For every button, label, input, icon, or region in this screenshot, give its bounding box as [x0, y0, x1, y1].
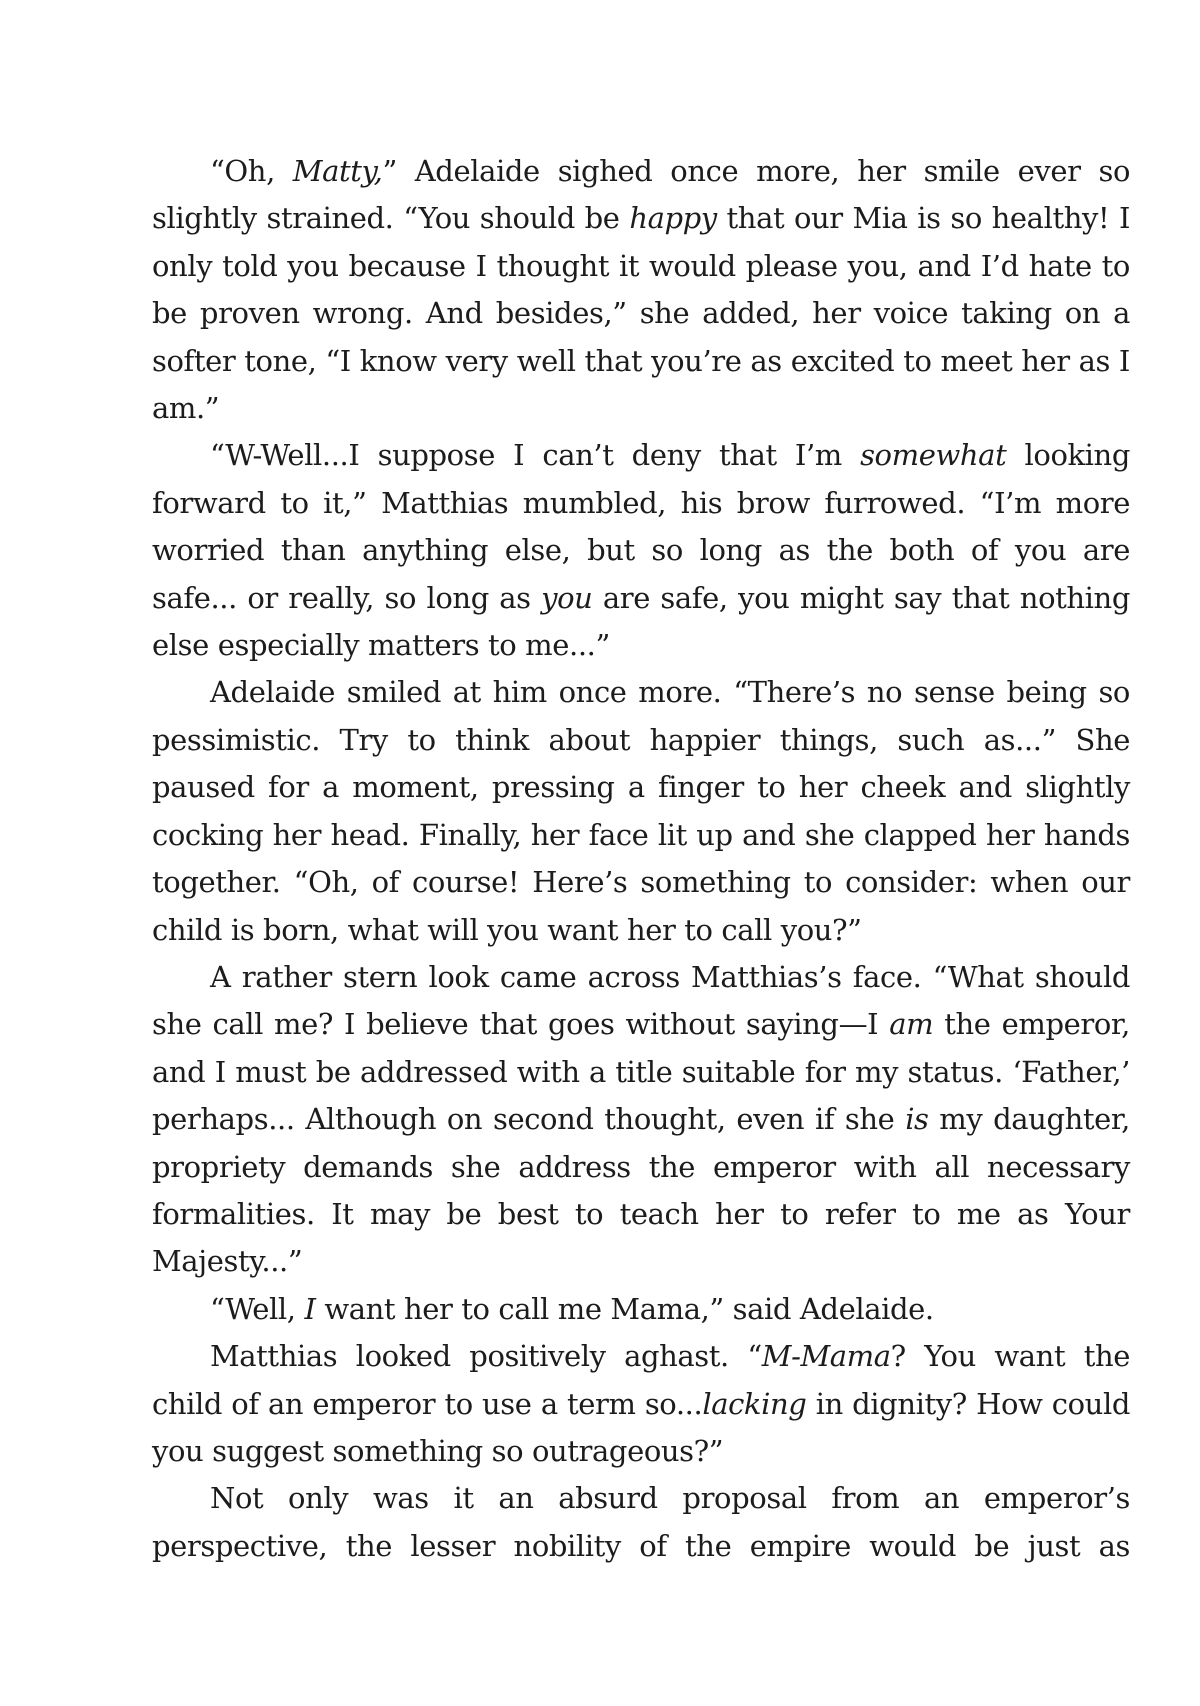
paragraph	[152, 1333, 1130, 1475]
paragraph	[152, 954, 1130, 1286]
paragraph	[152, 1286, 1130, 1333]
italic-text: is	[905, 1102, 929, 1137]
paragraph	[152, 669, 1130, 953]
italic-text: am	[889, 1007, 934, 1042]
text-run: “Oh,	[210, 154, 293, 188]
italic-text: M-Mama	[761, 1339, 891, 1374]
text-run: Matthias looked positively aghast. “	[210, 1339, 762, 1374]
text-run: my daughter, propriety demands she address the emperor with all necessary formalities. It may be best to teach her to refer to me as Your Majesty...”	[152, 1102, 1131, 1279]
book-page	[152, 148, 1130, 1570]
paragraph	[152, 432, 1130, 669]
text-run: want her to call me Mama,” said Adelaide.	[315, 1291, 934, 1326]
italic-text: Matty,	[292, 154, 383, 188]
text-run: in dignity? How could you suggest something so outrageous?”	[152, 1386, 1130, 1468]
text-run: A rather stern look came across Matthias’s face. “What should she call me? I believe that goes without saying—I	[152, 959, 1130, 1042]
italic-text: lacking	[702, 1386, 807, 1421]
text-run: Not only was it an absurd proposal from an emperor’s perspective, the lesser nobility of the empire would be just as	[152, 1481, 1130, 1563]
italic-text: I	[304, 1291, 316, 1326]
text-run: ? You want the child of an emperor to use a term so...	[152, 1339, 1130, 1421]
text-run: “Well,	[210, 1291, 305, 1326]
text-run: looking forward to it,” Matthias mumbled, his brow furrowed. “I’m more worried than anything else, but so long as the both of you are safe... or really, so long as	[152, 438, 1130, 615]
italic-text: you	[541, 580, 593, 615]
text-run: are safe, you might say that nothing else especially matters to me...”	[152, 580, 1130, 663]
text-run: that our Mia is so healthy! I only told you because I thought it would please you, and I’d hate to be proven wrong. And besides,” she added, her voice taking on a softer tone, “I know very well that you’re as excited to meet her as I am.”	[152, 201, 1131, 426]
text-run: Adelaide smiled at him once more. “There’s no sense being so pessimistic. Try to think about happier things, such as...” She paused for a moment, pressing a finger to her cheek and slightly cocking her head. Finally, her face lit up and she clapped her hands together. “Oh, of course! Here’s something to consider: when our child is born, what will you want her to call you?”	[152, 675, 1130, 947]
paragraph	[152, 148, 1130, 432]
italic-text: somewhat	[860, 438, 1007, 473]
paragraph-continued	[152, 1475, 1130, 1570]
text-run: “W-Well...I suppose I can’t deny that I’m	[210, 438, 861, 473]
text-run: the emperor, and I must be addressed with a title suitable for my status. ‘Father,’ perhaps... Although on second thought, even if she	[152, 1007, 1130, 1137]
italic-text: happy	[629, 201, 717, 236]
text-run: ” Adelaide sighed once more, her smile ever so slightly strained. “You should be	[152, 154, 1131, 236]
